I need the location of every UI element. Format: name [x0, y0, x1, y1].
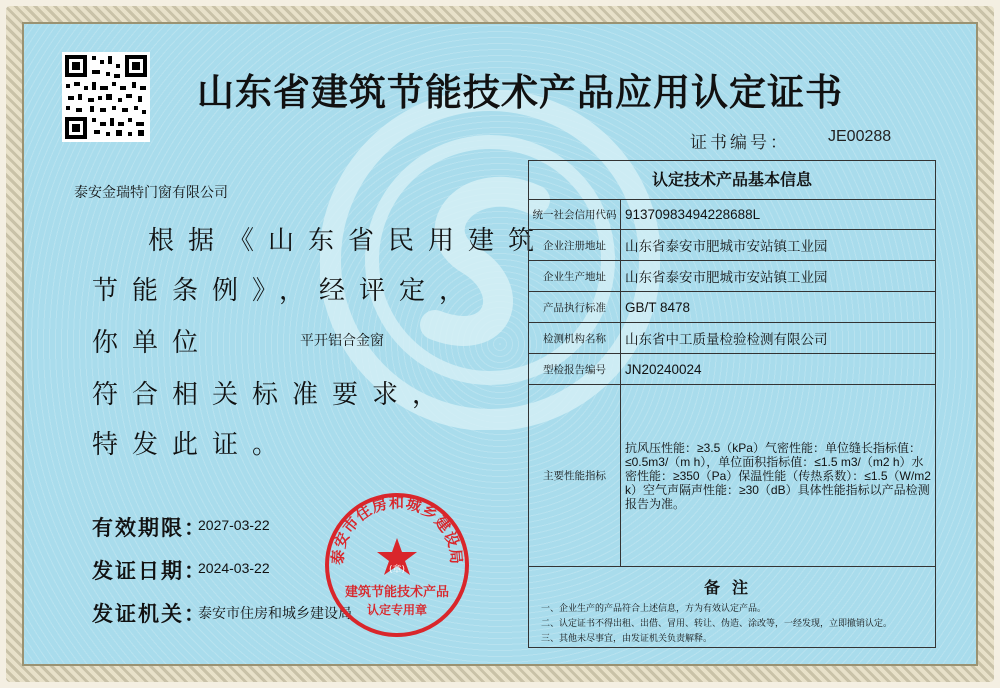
- row-value: 抗风压性能：≥3.5（kPa）气密性能：单位缝长指标值：≤0.5m3/（m h），单位面积指标值：≤1.5 m3/（m2 h）水密性能：≥350（Pa）保温性能（传热系数）：≤1.5（W/m2 k）空气声隔声性能：≥30（dB）具体性能指标以产品检测报告为准。: [625, 440, 931, 511]
- note-item: 一、企业生产的产品符合上述信息，方为有效认定产品。: [541, 604, 767, 614]
- svg-text:建筑节能技术产品: 建筑节能技术产品: [344, 585, 450, 600]
- table-row: [529, 230, 935, 261]
- table-row: [529, 385, 935, 567]
- row-value: 91370983494228688L: [625, 206, 761, 222]
- table-row: [529, 199, 935, 230]
- row-label: 产品执行标准: [529, 292, 621, 322]
- table-row: [529, 261, 935, 292]
- row-label: 企业生产地址: [529, 261, 621, 291]
- body-line-1: 根据《山东省民用建筑: [148, 226, 549, 256]
- valid-until-value: 2027-03-22: [198, 517, 270, 533]
- certificate-number: [690, 128, 892, 153]
- body-line-5: 特发此证。: [92, 430, 293, 460]
- info-table-header: 认定技术产品基本信息: [529, 161, 935, 200]
- row-label: 企业注册地址: [529, 230, 621, 260]
- certificate-number-label: 证书编号：: [690, 133, 790, 153]
- table-row: [529, 292, 935, 323]
- row-label: 统一社会信用代码: [529, 199, 621, 229]
- certificate-number-value: JE00288: [828, 128, 892, 145]
- issuer-label: 发证机关：: [92, 601, 207, 626]
- row-value: JN20240024: [625, 361, 702, 377]
- row-value: 山东省泰安市肥城市安站镇工业园: [625, 270, 828, 285]
- table-row: [529, 354, 935, 385]
- info-table: [528, 160, 936, 648]
- product-name: 平开铝合金窗: [300, 332, 384, 348]
- note-item: 二、认定证书不得出租、出借、冒用、转让、伪造、涂改等，一经发现，立即撤销认定。: [541, 619, 893, 629]
- row-value: 山东省中工质量检验检测有限公司: [625, 332, 828, 347]
- issue-date-value: 2024-03-22: [198, 560, 270, 576]
- notes-title: 备注: [703, 578, 760, 597]
- certificate-title: 山东省建筑节能技术产品应用认定证书: [197, 71, 843, 114]
- body-line-2: 节能条例》，经评定，: [92, 276, 480, 306]
- svg-text:认定专用章: 认定专用章: [366, 603, 428, 617]
- body-line-4: 符合相关标准要求，: [92, 380, 453, 410]
- valid-until-label: 有效期限：: [92, 515, 207, 540]
- body-line-3: 你单位: [92, 328, 213, 358]
- row-label: 检测机构名称: [529, 323, 621, 353]
- note-item: 三、其他未尽事宜，由发证机关负责解释。: [541, 634, 713, 644]
- row-value: GB/T 8478: [625, 299, 691, 315]
- issuer-value: 泰安市住房和城乡建设局: [198, 605, 352, 621]
- svg-text:泰安市住房和城乡建设局: 泰安市住房和城乡建设局: [328, 493, 466, 566]
- issue-date-label: 发证日期：: [92, 558, 207, 583]
- table-row: [529, 323, 935, 354]
- company-name: 泰安金瑞特门窗有限公司: [74, 184, 228, 200]
- row-label: 型检报告编号: [529, 354, 621, 384]
- row-value: 山东省泰安市肥城市安站镇工业园: [625, 239, 828, 254]
- row-label: 主要性能指标: [529, 385, 621, 566]
- official-seal-icon: [322, 490, 472, 640]
- svg-text:(章): (章): [388, 565, 406, 575]
- qr-code-icon: [62, 52, 150, 142]
